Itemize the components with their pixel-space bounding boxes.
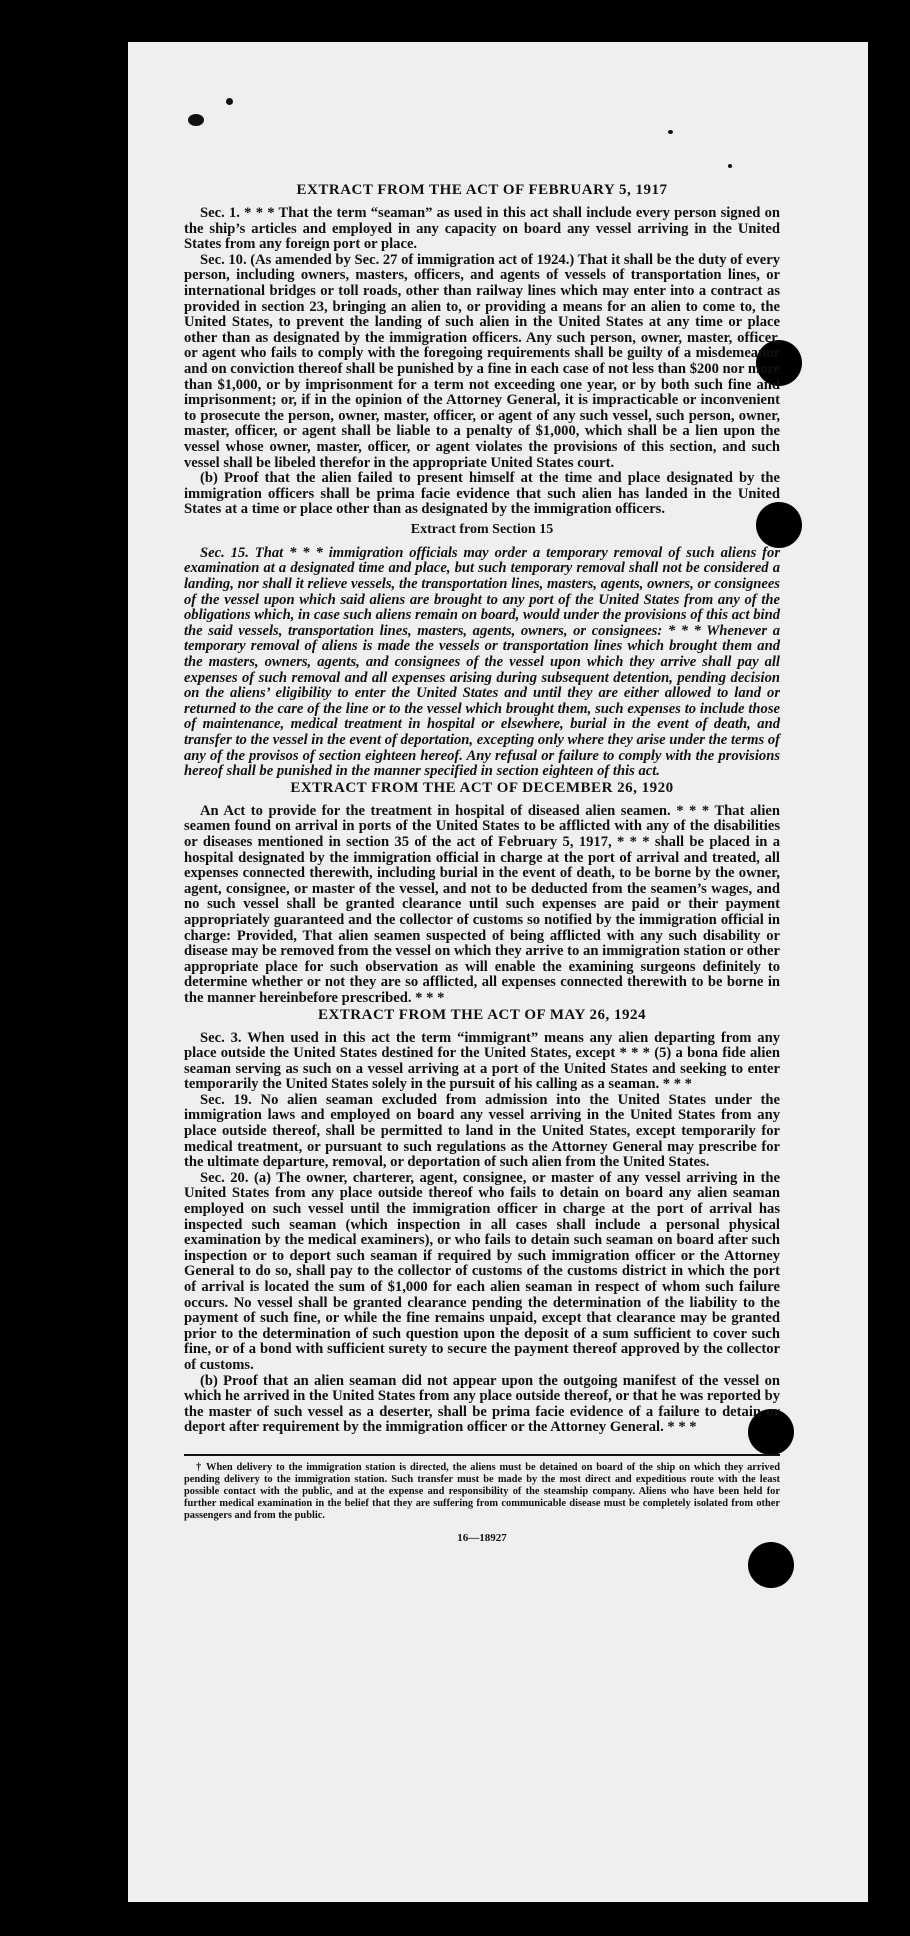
ink-speck	[226, 98, 233, 105]
section-heading: EXTRACT FROM THE ACT OF DECEMBER 26, 1920	[290, 779, 674, 796]
document-page	[128, 42, 868, 1902]
section-heading: EXTRACT FROM THE ACT OF MAY 26, 1924	[317, 1006, 647, 1023]
footnote: † When delivery to the immigration station is directed, the aliens must be detained on board of the ship on which they arrived pending delivery to the immigration station. Such transfer must be made by the most direct and expeditious route with the least possible contact with the public, and at the expense and responsibility of the steamship company. Aliens who have been held for further medical examination in the belief that they are suffering from communicable disease must be completely isolated from other passengers and from the public.	[184, 1461, 780, 1521]
paragraph: Sec. 20. (a) The owner, charterer, agent, consignee, or master of any vessel arriving in the United States from any place outside thereof who fails to detain on board any alien seaman employed on such vessel until the immigration officer in charge at the port of arrival has inspected such seaman (which inspection in all cases shall include a personal physical examination by the medical examiners), or who fails to detain such seaman on board after such inspection or to deport such seaman if required by such immigration officer or the Attorney General to do so, shall pay to the collector of customs of the customs district in which the port of arrival is located the sum of $1,000 for each alien seaman in respect of whom such failure occurs. No vessel shall be granted clearance pending the determination of the liability to the payment of such fine, or while the fine remains unpaid, except that clearance may be granted prior to the determination of such question upon the deposit of a sum sufficient to cover such fine, or of a bond with sufficient surety to secure the payment thereof approved by the collector of customs.	[184, 1169, 780, 1373]
paragraph: Sec. 10. (As amended by Sec. 27 of immigration act of 1924.) That it shall be the duty of every person, including owners, masters, officers, and agents of vessels of transportation lines, or international bridges or toll roads, other than railway lines which may enter into a contract as provided in section 23, bringing an alien to, or providing a means for an alien to come to, the United States, to prevent the landing of such alien in the United States at any time or place other than as designated by the immigration officers. Any such person, owner, master, officer, or agent who fails to comply with the foregoing requirements shall be guilty of a misdemeanor and on conviction thereof shall be punished by a fine in each case of not less than $200 nor more than $1,000, or by imprisonment for a term not exceeding one year, or by both such fine and imprisonment; or, if in the opinion of the Attorney General, it is impracticable or inconvenient to prosecute the person, owner, master, officer, or agent of any such vessel, such person, owner, master, officer, or agent shall be liable to a penalty of $1,000, which shall be a lien upon the vessel whose owner, master, officer, or agent violates the provisions of this section, and such vessel shall be libeled therefor in the appropriate United States court.	[184, 251, 780, 471]
document-body	[184, 182, 780, 1544]
footnote-divider	[184, 1454, 780, 1456]
ink-speck	[728, 164, 732, 168]
form-number: 16—18927	[457, 1531, 507, 1544]
paragraph: (b) Proof that the alien failed to present himself at the time and place designated by the immigration officers shall be prima facie evidence that such alien has landed in the United States at a time or place other than as designated by the immigration officers.	[184, 470, 780, 518]
section-heading: EXTRACT FROM THE ACT OF FEBRUARY 5, 1917	[296, 182, 668, 198]
paragraph: Sec. 1. * * * That the term “seaman” as used in this act shall include every person signed on the ship’s articles and employed in any capacity on board any vessel arriving in the United States from any foreign port or place.	[184, 205, 780, 253]
paragraph: (b) Proof that an alien seaman did not appear upon the outgoing manifest of the vessel on which he arrived in the United States from any place outside thereof, or that he was reported by the master of such vessel as a deserter, shall be prima facie evidence of a failure to detain or deport after requirement by the immigration officer or the Attorney General. * * *	[184, 1372, 780, 1436]
subsection-heading: Extract from Section 15	[410, 521, 554, 537]
ink-speck	[188, 114, 204, 126]
punch-hole	[748, 1542, 794, 1588]
paragraph: An Act to provide for the treatment in hospital of diseased alien seamen. * * * That alien seamen found on arrival in ports of the United States to be afflicted with any of the disabilities or diseases mentioned in section 35 of the act of February 5, 1917, * * * shall be placed in a hospital designated by the immigration official in charge at the port of arrival and treated, all expenses connected therewith, including burial in the event of death, to be borne by the owner, agent, consignee, or master of the vessel, and not to be deducted from the seamen’s wages, and no such vessel shall be granted clearance until such expenses are paid or their payment appropriately guaranteed and the collector of customs so notified by the immigration official in charge: Provided, That alien seamen suspected of being afflicted with any such disability or disease may be removed from the vessel on which they arrive to an immigration station or other appropriate place for such observation as will enable the examining surgeons definitely to determine whether or not they are so afflicted, all expenses connected therewith to be borne in the manner hereinbefore prescribed. * * *	[184, 802, 780, 1006]
paragraph: Sec. 3. When used in this act the term “immigrant” means any alien departing from any place outside the United States destined for the United States, except * * * (5) a bona fide alien seaman serving as such on a vessel arriving at a port of the United States and seeking to enter temporarily the United States solely in the pursuit of his calling as a seaman. * * *	[184, 1029, 780, 1093]
ink-speck	[668, 130, 673, 134]
paragraph: Sec. 19. No alien seaman excluded from admission into the United States under the immigration laws and employed on board any vessel arriving in the United States from any place outside thereof, shall be permitted to land in the United States, except temporarily for medical treatment, or pursuant to such regulations as the Attorney General may prescribe for the ultimate departure, removal, or deportation of such alien from the United States.	[184, 1091, 780, 1171]
paragraph: Sec. 15. That * * * immigration officials may order a temporary removal of such aliens for examination at a designated time and place, but such temporary removal shall not be considered a landing, nor shall it relieve vessels, the transportation lines, masters, agents, owners, or consignees of the vessel upon which said aliens are brought to any port of the United States from any of the obligations which, in case such aliens remain on board, would under the provisions of this act bind the said vessels, transportation lines, masters, agents, owners, or consignees: * * * Whenever a temporary removal of aliens is made the vessels or transportation lines which brought them and the masters, owners, agents, and consignees of the vessel upon which they arrive shall pay all expenses of such removal and all expenses arising during subsequent detention, pending decision on the aliens’ eligibility to enter the United States and until they are either allowed to land or returned to the care of the line or to the vessel which brought them, such expenses to include those of maintenance, medical treatment in hospital or elsewhere, burial in the event of death, and transfer to the vessel in the event of deportation, excepting only where they arise under the terms of any of the provisos of section eighteen hereof. Any refusal or failure to comply with the provisions hereof shall be punished in the manner specified in section eighteen of this act.	[184, 544, 780, 780]
